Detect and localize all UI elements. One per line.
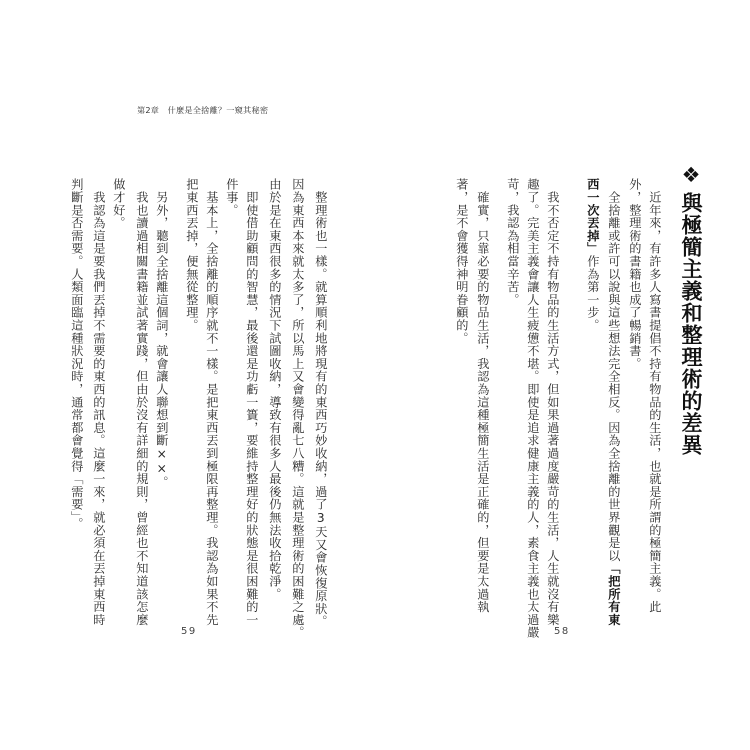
page-number: 58 [554,626,570,637]
text-column: 苛，我認為相當辛苦。 [505,178,520,306]
text-column: 我認為這是要我們丟掉不需要的東西的訊息。這麼一來，就必須在丟掉東西時 [91,178,106,626]
running-head: 第2章 什麼是全捨離？一窺其秘密 [137,105,269,115]
bold-phrase: 西一次丟掉」 [585,178,600,255]
text-run: 全捨離或許可以說與這些想法完全相反。因為全捨離的世界觀是以 [606,178,621,562]
section-title [680,163,702,456]
diamond-ornament-icon: ❖ [679,163,703,188]
section-title-text: 與極簡主義和整理術的差異 [679,192,703,456]
text-column: 因為東西本來就太多了，所以馬上又會變得亂七八糟。這就是整理術的困難之處。 [290,178,305,639]
text-column [586,178,599,332]
text-column: 判斷是否需要。人類面臨這種狀況時，通常都會覺得「需要」。 [69,178,84,531]
text-column: 我不否定不持有物品的生活方式，但如果過著過度嚴苛的生活，人生就沒有樂 [545,178,560,626]
text-column [607,178,620,626]
bold-phrase: 「把所有東 [606,562,621,626]
text-column: 把東西丟掉，便無從整理。 [184,178,199,332]
text-column: 基本上，全捨離的順序就不一樣。是把東西丟到極限再整理。我認為如果不先 [204,178,219,626]
text-column: 確實，只靠必要的物品生活，我認為這種極簡生活是正確的，但要是太過執 [475,178,490,614]
text-column: 即使借助顧問的智慧，最後還是功虧一簣，要維持整理好的狀態是很困難的一 [244,178,259,626]
text-column: 由於是在東西很多的情況下試圖收納，導致有很多人最後仍無法收拾乾淨。 [267,178,282,601]
text-column: 我也讀過相關書籍並試著實踐，但由於沒有詳細的規則，曾經也不知道該怎麼 [134,178,149,626]
text-column: 件事。 [224,178,239,217]
text-column: 著，是不會獲得神明眷顧的。 [454,178,469,345]
text-column: 做才好。 [111,178,126,230]
text-column: 趣了。完美主義會讓人生疲憊不堪。即使是追求健康主義的人，素食主義也太過嚴 [525,178,540,639]
text-column: 整理術也一樣。就算順利地將現有的東西巧妙收納，過了3天又會恢復原狀。 [313,178,328,628]
text-run: 作為第一步。 [585,254,600,332]
text-column: 近年來，有許多人寫書提倡不持有物品的生活，也就是所謂的極簡主義。此 [647,178,662,614]
page-number: 59 [181,626,197,637]
text-column: 另外，聽到全捨離這個詞，就會讓人聯想到斷××。 [154,178,169,489]
text-column: 外，整理術的書籍也成了暢銷書。 [627,178,642,370]
